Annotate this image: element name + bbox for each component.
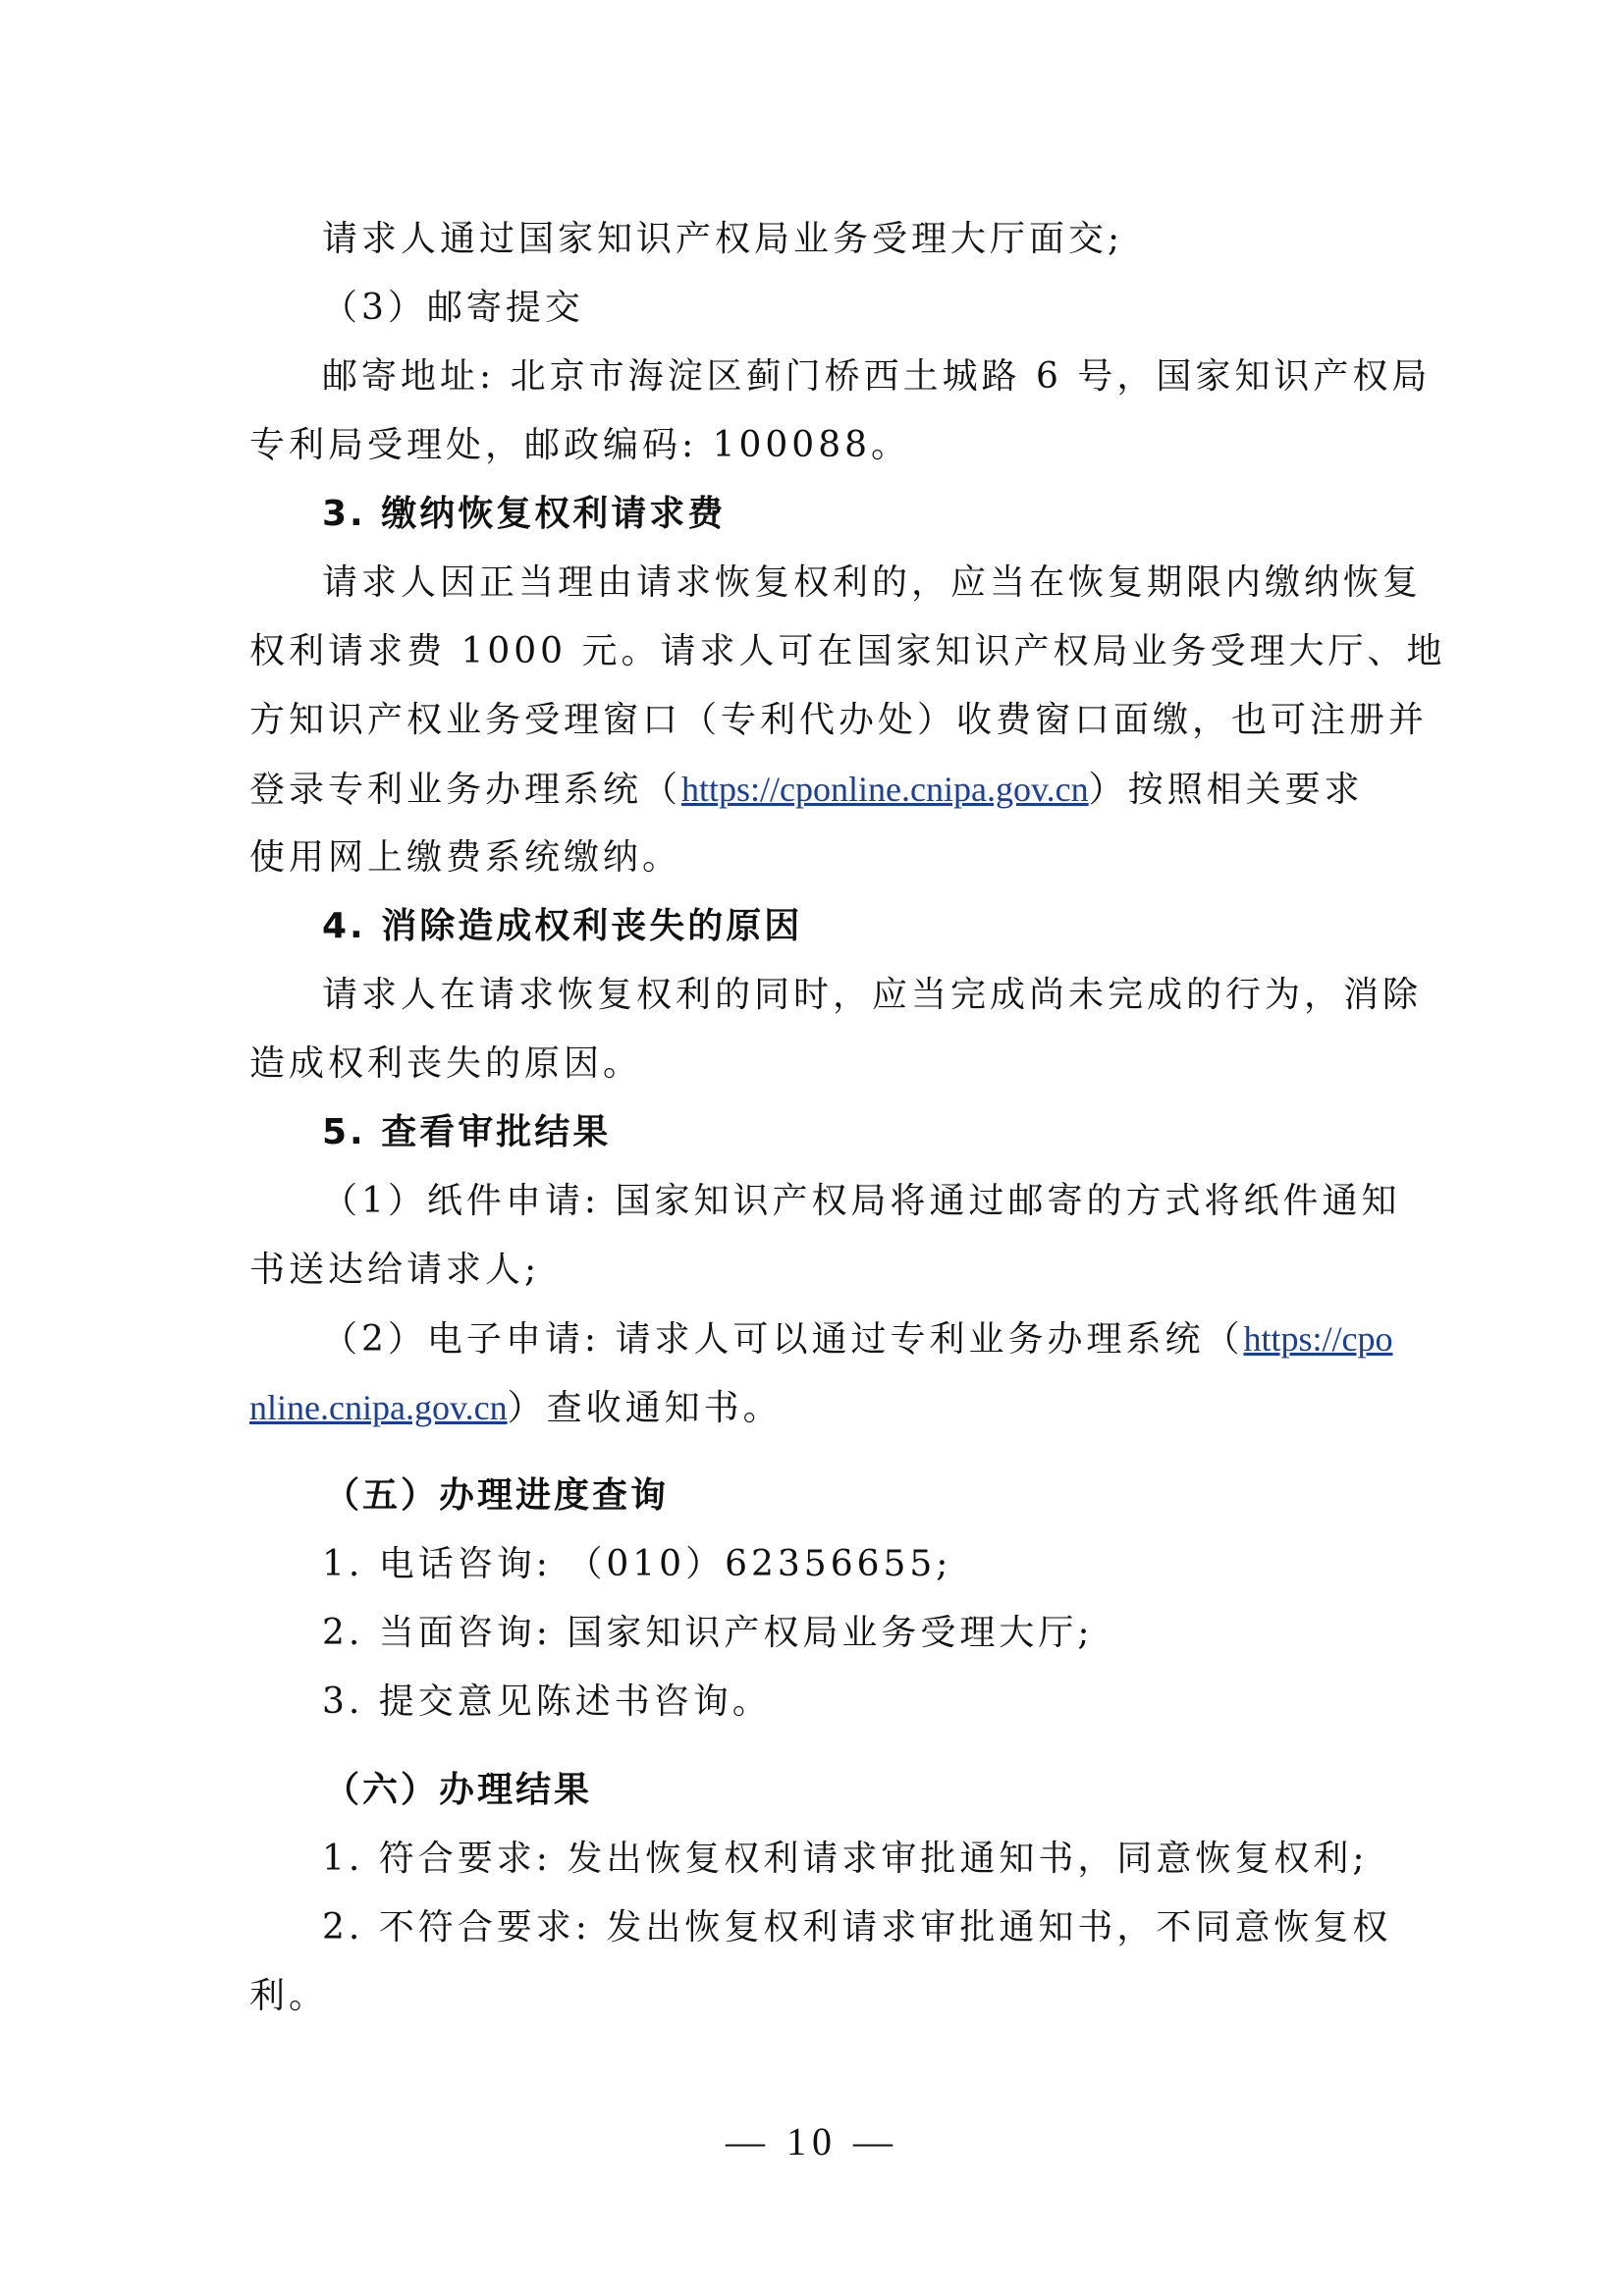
text-segment: 登录专利业务办理系统（ [249,770,682,810]
text-line: 使用网上缴费系统缴纳。 [249,837,682,878]
text-line: 专利局受理处，邮政编码: 100088。 [249,425,910,465]
subheading-5: 5. 查看审批结果 [322,1112,612,1152]
subheading-4: 4. 消除造成权利丧失的原因 [322,906,803,946]
text-line: 请求人因正当理由请求恢复权利的，应当在恢复期限内缴纳恢复 [322,562,1423,603]
text-line: 1. 符合要求: 发出恢复权利请求审批通知书，同意恢复权利; [322,1839,1369,1879]
text-line: 1. 电话咨询: （010）62356655; [322,1544,952,1584]
text-line: 书送达给请求人; [249,1250,541,1290]
text-line [322,1315,1393,1363]
text-line: 3. 提交意见陈述书咨询。 [322,1682,772,1722]
text-line [249,1384,1388,1432]
text-line: （3）邮寄提交 [322,288,584,328]
text-segment: ）查收通知书。 [507,1388,783,1428]
text-segment: （2）电子申请: 请求人可以通过专利业务办理系统（ [322,1319,1244,1360]
text-line: 权利请求费 1000 元。请求人可在国家知识产权局业务受理大厅、地 [249,631,1446,671]
text-line: 2. 当面咨询: 国家知识产权局业务受理大厅; [322,1613,1094,1653]
text-line [249,766,1388,814]
text-line: 造成权利丧失的原因。 [249,1043,643,1084]
section-heading-6: （六）办理结果 [324,1770,593,1810]
section-heading-5: （五）办理进度查询 [324,1475,670,1516]
text-line: 利。 [249,1976,329,2016]
text-line: 2. 不符合要求: 发出恢复权利请求审批通知书，不同意恢复权 [322,1907,1392,1948]
cponline-link-part1[interactable]: https://cpo [1243,1319,1393,1359]
cponline-link[interactable]: https://cponline.cnipa.gov.cn [681,770,1089,809]
page-number: — 10 — [726,2119,898,2163]
text-line: （1）纸件申请: 国家知识产权局将通过邮寄的方式将纸件通知 [322,1181,1401,1221]
text-line: 请求人通过国家知识产权局业务受理大厅面交; [322,219,1124,259]
text-line: 请求人在请求恢复权利的同时，应当完成尚未完成的行为，消除 [322,975,1423,1015]
text-line: 方知识产权业务受理窗口（专利代办处）收费窗口面缴，也可注册并 [249,700,1429,740]
cponline-link-part2[interactable]: nline.cnipa.gov.cn [249,1388,508,1427]
text-segment: ）按照相关要求 [1088,770,1364,810]
subheading-3: 3. 缴纳恢复权利请求费 [322,494,727,534]
text-line: 邮寄地址: 北京市海淀区蓟门桥西土城路 6 号，国家知识产权局 [322,356,1432,397]
